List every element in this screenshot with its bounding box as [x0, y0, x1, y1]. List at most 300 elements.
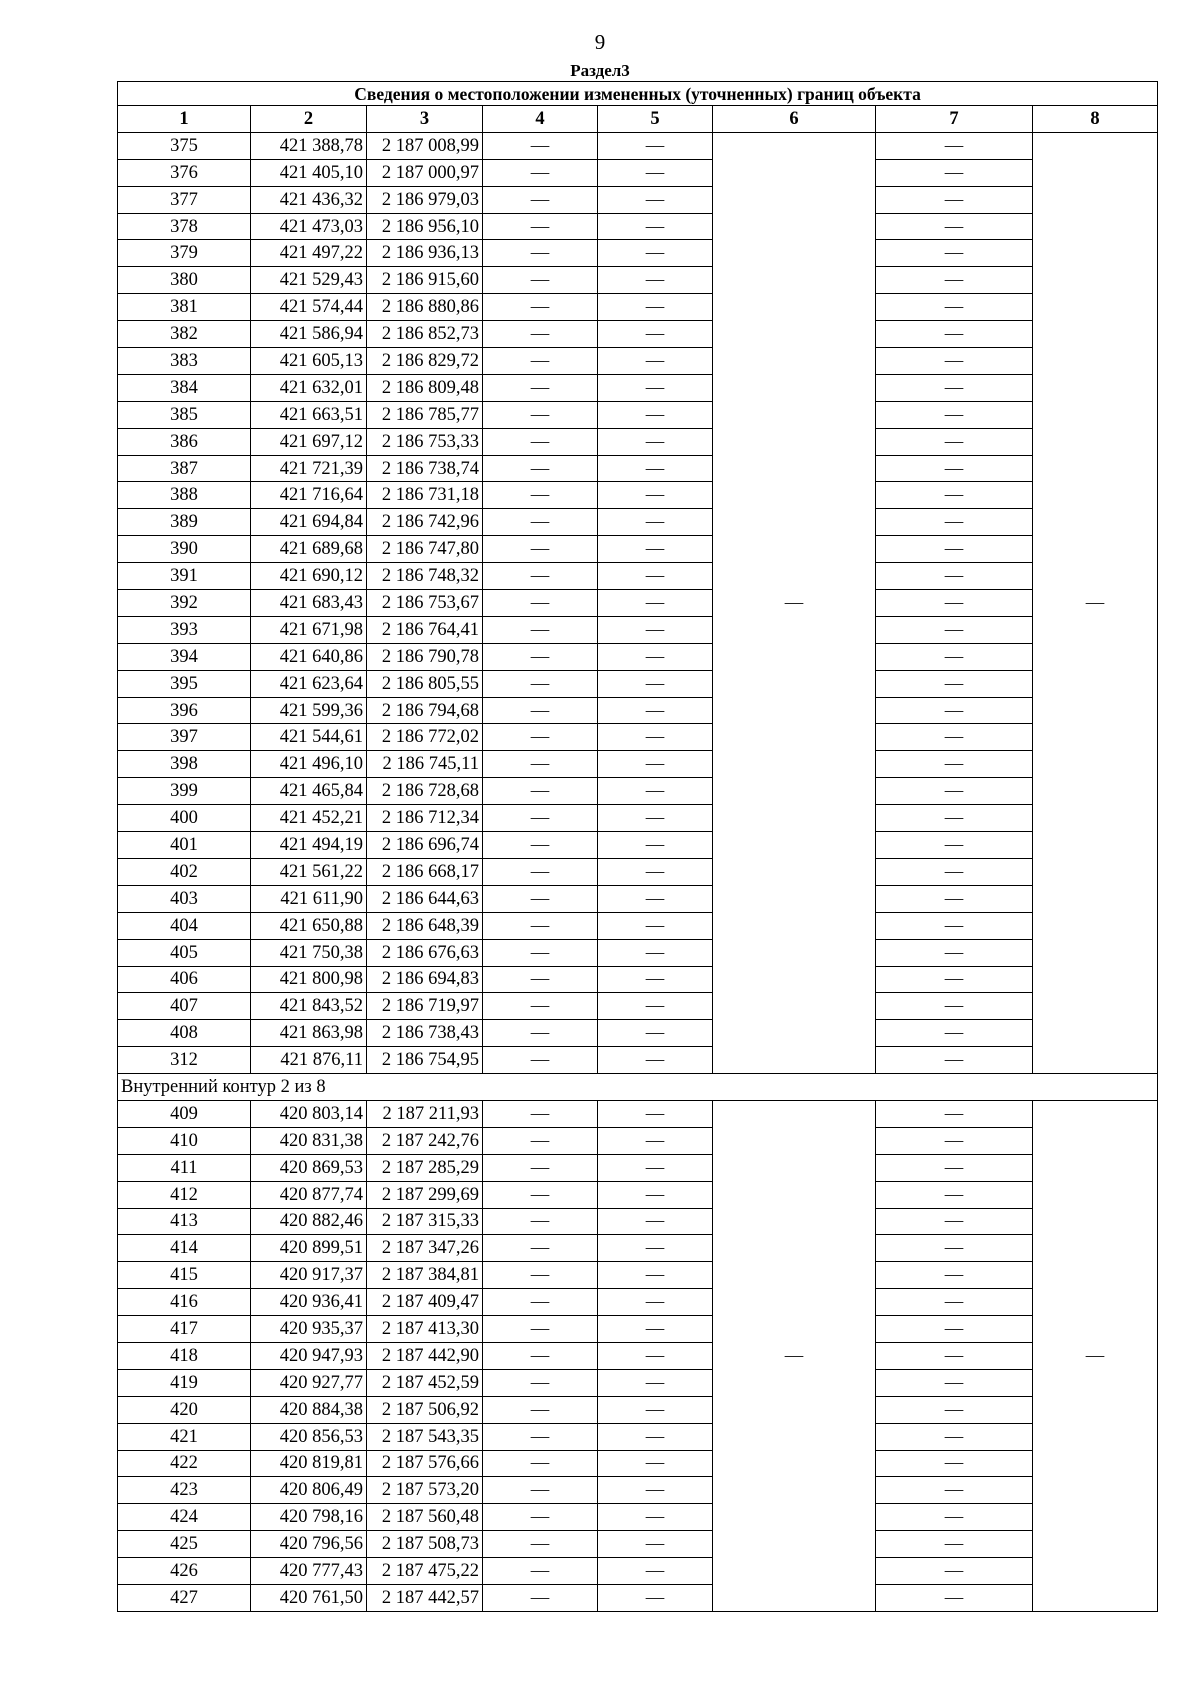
- col4-value: —: [483, 885, 598, 912]
- col5-value: —: [598, 1477, 713, 1504]
- col7-value: —: [876, 1450, 1033, 1477]
- table-row: [118, 1504, 1158, 1531]
- table-row: [118, 563, 1158, 590]
- col7-value: —: [876, 1127, 1033, 1154]
- coordinate-y: 2 186 829,72: [367, 348, 483, 375]
- col4-value: —: [483, 751, 598, 778]
- table-row: [118, 536, 1158, 563]
- coordinate-y: 2 186 772,02: [367, 724, 483, 751]
- coordinate-x: 421 663,51: [251, 401, 367, 428]
- coordinate-y: 2 186 785,77: [367, 401, 483, 428]
- col7-value: —: [876, 993, 1033, 1020]
- coordinate-x: 421 436,32: [251, 186, 367, 213]
- col4-value: —: [483, 939, 598, 966]
- coordinate-x: 420 831,38: [251, 1127, 367, 1154]
- coordinate-x: 420 803,14: [251, 1100, 367, 1127]
- point-number: 405: [118, 939, 251, 966]
- col7-value: —: [876, 132, 1033, 159]
- coordinate-x: 421 750,38: [251, 939, 367, 966]
- table-row: [118, 455, 1158, 482]
- coordinate-y: 2 186 794,68: [367, 697, 483, 724]
- col7-value: —: [876, 1047, 1033, 1074]
- section-label: Раздел3: [570, 61, 630, 80]
- col5-value: —: [598, 616, 713, 643]
- coordinate-x: 421 721,39: [251, 455, 367, 482]
- col4-value: —: [483, 805, 598, 832]
- point-number: 383: [118, 348, 251, 375]
- table-row: [118, 993, 1158, 1020]
- table-row: [118, 1020, 1158, 1047]
- coordinate-x: 420 806,49: [251, 1477, 367, 1504]
- coordinate-y: 2 187 543,35: [367, 1423, 483, 1450]
- coordinate-y: 2 186 956,10: [367, 213, 483, 240]
- boundary-coordinates-table: [117, 81, 1158, 1612]
- coordinate-x: 421 561,22: [251, 858, 367, 885]
- col5-value: —: [598, 858, 713, 885]
- col7-value: —: [876, 240, 1033, 267]
- coordinate-x: 421 683,43: [251, 590, 367, 617]
- table-row: [118, 832, 1158, 859]
- col4-value: —: [483, 563, 598, 590]
- col5-value: —: [598, 643, 713, 670]
- col4-value: —: [483, 482, 598, 509]
- col6-merged-value: —: [713, 132, 876, 1073]
- col4-value: —: [483, 858, 598, 885]
- col4-value: —: [483, 213, 598, 240]
- table-row: [118, 294, 1158, 321]
- col5-value: —: [598, 536, 713, 563]
- coordinate-x: 421 716,64: [251, 482, 367, 509]
- col7-value: —: [876, 186, 1033, 213]
- col5-value: —: [598, 563, 713, 590]
- col7-value: —: [876, 885, 1033, 912]
- col7-value: —: [876, 267, 1033, 294]
- contour-heading: Внутренний контур 2 из 8: [118, 1074, 1158, 1101]
- coordinate-x: 420 882,46: [251, 1208, 367, 1235]
- coordinate-x: 421 690,12: [251, 563, 367, 590]
- table-row: [118, 616, 1158, 643]
- coordinate-y: 2 186 915,60: [367, 267, 483, 294]
- table-row: [118, 643, 1158, 670]
- col4-value: —: [483, 1262, 598, 1289]
- col5-value: —: [598, 401, 713, 428]
- point-number: 375: [118, 132, 251, 159]
- point-number: 423: [118, 1477, 251, 1504]
- table-row: [118, 805, 1158, 832]
- col7-value: —: [876, 1477, 1033, 1504]
- coordinate-y: 2 187 347,26: [367, 1235, 483, 1262]
- col4-value: —: [483, 509, 598, 536]
- col7-value: —: [876, 321, 1033, 348]
- point-number: 411: [118, 1154, 251, 1181]
- col7-value: —: [876, 213, 1033, 240]
- point-number: 389: [118, 509, 251, 536]
- coordinate-y: 2 187 000,97: [367, 159, 483, 186]
- coordinate-x: 421 388,78: [251, 132, 367, 159]
- point-number: 400: [118, 805, 251, 832]
- col4-value: —: [483, 643, 598, 670]
- col5-value: —: [598, 1154, 713, 1181]
- col5-value: —: [598, 751, 713, 778]
- col5-value: —: [598, 482, 713, 509]
- col5-value: —: [598, 993, 713, 1020]
- column-header-6: 6: [713, 106, 876, 133]
- coordinate-y: 2 186 648,39: [367, 912, 483, 939]
- col4-value: —: [483, 697, 598, 724]
- col7-value: —: [876, 536, 1033, 563]
- col7-value: —: [876, 482, 1033, 509]
- col4-value: —: [483, 832, 598, 859]
- point-number: 376: [118, 159, 251, 186]
- point-number: 399: [118, 778, 251, 805]
- col5-value: —: [598, 186, 713, 213]
- col7-value: —: [876, 1181, 1033, 1208]
- col5-value: —: [598, 1531, 713, 1558]
- col5-value: —: [598, 1262, 713, 1289]
- coordinate-x: 421 671,98: [251, 616, 367, 643]
- point-number: 426: [118, 1558, 251, 1585]
- coordinate-y: 2 186 731,18: [367, 482, 483, 509]
- coordinate-x: 420 796,56: [251, 1531, 367, 1558]
- col4-value: —: [483, 159, 598, 186]
- coordinate-y: 2 186 696,74: [367, 832, 483, 859]
- point-number: 409: [118, 1100, 251, 1127]
- coordinate-x: 421 473,03: [251, 213, 367, 240]
- col7-value: —: [876, 1423, 1033, 1450]
- col4-value: —: [483, 966, 598, 993]
- col5-value: —: [598, 1316, 713, 1343]
- point-number: 380: [118, 267, 251, 294]
- coordinate-x: 421 586,94: [251, 321, 367, 348]
- point-number: 424: [118, 1504, 251, 1531]
- table-row: [118, 858, 1158, 885]
- point-number: 312: [118, 1047, 251, 1074]
- coordinate-y: 2 186 809,48: [367, 374, 483, 401]
- col5-value: —: [598, 670, 713, 697]
- coordinate-y: 2 187 299,69: [367, 1181, 483, 1208]
- coordinate-x: 421 496,10: [251, 751, 367, 778]
- table-row: [118, 1316, 1158, 1343]
- coordinate-y: 2 186 753,33: [367, 428, 483, 455]
- col4-value: —: [483, 1450, 598, 1477]
- point-number: 390: [118, 536, 251, 563]
- col5-value: —: [598, 1208, 713, 1235]
- col5-value: —: [598, 724, 713, 751]
- col7-value: —: [876, 616, 1033, 643]
- table-row: [118, 885, 1158, 912]
- point-number: 414: [118, 1235, 251, 1262]
- table-row: [118, 1369, 1158, 1396]
- point-number: 377: [118, 186, 251, 213]
- point-number: 415: [118, 1262, 251, 1289]
- coordinate-x: 420 819,81: [251, 1450, 367, 1477]
- coordinate-x: 421 640,86: [251, 643, 367, 670]
- coordinate-y: 2 186 747,80: [367, 536, 483, 563]
- point-number: 416: [118, 1289, 251, 1316]
- table-row: [118, 1047, 1158, 1074]
- col5-value: —: [598, 509, 713, 536]
- coordinate-y: 2 186 719,97: [367, 993, 483, 1020]
- col7-value: —: [876, 294, 1033, 321]
- coordinate-x: 421 529,43: [251, 267, 367, 294]
- point-number: 419: [118, 1369, 251, 1396]
- col4-value: —: [483, 132, 598, 159]
- coordinate-y: 2 187 315,33: [367, 1208, 483, 1235]
- col4-value: —: [483, 1504, 598, 1531]
- col4-value: —: [483, 1047, 598, 1074]
- coordinate-x: 421 623,64: [251, 670, 367, 697]
- col7-value: —: [876, 1531, 1033, 1558]
- coordinate-y: 2 187 573,20: [367, 1477, 483, 1504]
- coordinate-x: 420 899,51: [251, 1235, 367, 1262]
- table-row: [118, 1584, 1158, 1611]
- coordinate-y: 2 187 452,59: [367, 1369, 483, 1396]
- coordinate-y: 2 186 694,83: [367, 966, 483, 993]
- col5-value: —: [598, 912, 713, 939]
- coordinate-y: 2 187 285,29: [367, 1154, 483, 1181]
- table-row: [118, 1208, 1158, 1235]
- table-row: [118, 751, 1158, 778]
- coordinate-y: 2 187 242,76: [367, 1127, 483, 1154]
- col4-value: —: [483, 1396, 598, 1423]
- coordinate-x: 420 869,53: [251, 1154, 367, 1181]
- point-number: 417: [118, 1316, 251, 1343]
- col4-value: —: [483, 993, 598, 1020]
- col4-value: —: [483, 321, 598, 348]
- col7-value: —: [876, 1208, 1033, 1235]
- coordinate-x: 421 697,12: [251, 428, 367, 455]
- col8-merged-value: —: [1033, 132, 1158, 1073]
- point-number: 404: [118, 912, 251, 939]
- col5-value: —: [598, 778, 713, 805]
- col7-value: —: [876, 1584, 1033, 1611]
- coordinate-y: 2 186 805,55: [367, 670, 483, 697]
- coordinate-y: 2 186 742,96: [367, 509, 483, 536]
- col7-value: —: [876, 374, 1033, 401]
- col4-value: —: [483, 186, 598, 213]
- coordinate-x: 421 605,13: [251, 348, 367, 375]
- col7-value: —: [876, 670, 1033, 697]
- col5-value: —: [598, 1100, 713, 1127]
- col5-value: —: [598, 1423, 713, 1450]
- col7-value: —: [876, 428, 1033, 455]
- coordinate-y: 2 186 738,74: [367, 455, 483, 482]
- col7-value: —: [876, 1289, 1033, 1316]
- coordinate-x: 421 452,21: [251, 805, 367, 832]
- col4-value: —: [483, 1477, 598, 1504]
- table-row: [118, 590, 1158, 617]
- col4-value: —: [483, 1020, 598, 1047]
- col7-value: —: [876, 401, 1033, 428]
- table-row: [118, 132, 1158, 159]
- col7-value: —: [876, 1369, 1033, 1396]
- point-number: 382: [118, 321, 251, 348]
- col4-value: —: [483, 1289, 598, 1316]
- col5-value: —: [598, 832, 713, 859]
- col5-value: —: [598, 1584, 713, 1611]
- coordinate-x: 420 936,41: [251, 1289, 367, 1316]
- point-number: 384: [118, 374, 251, 401]
- point-number: 387: [118, 455, 251, 482]
- table-row: [118, 159, 1158, 186]
- col4-value: —: [483, 1181, 598, 1208]
- col4-value: —: [483, 590, 598, 617]
- coordinate-y: 2 186 728,68: [367, 778, 483, 805]
- point-number: 421: [118, 1423, 251, 1450]
- col4-value: —: [483, 1531, 598, 1558]
- coordinate-x: 421 405,10: [251, 159, 367, 186]
- col4-value: —: [483, 912, 598, 939]
- coordinate-y: 2 186 979,03: [367, 186, 483, 213]
- coordinate-x: 421 689,68: [251, 536, 367, 563]
- col8-merged-value: —: [1033, 1100, 1158, 1611]
- coordinate-x: 421 497,22: [251, 240, 367, 267]
- col5-value: —: [598, 1235, 713, 1262]
- col7-value: —: [876, 348, 1033, 375]
- col5-value: —: [598, 348, 713, 375]
- point-number: 410: [118, 1127, 251, 1154]
- coordinate-y: 2 186 738,43: [367, 1020, 483, 1047]
- coordinate-x: 420 884,38: [251, 1396, 367, 1423]
- col7-value: —: [876, 509, 1033, 536]
- point-number: 396: [118, 697, 251, 724]
- point-number: 402: [118, 858, 251, 885]
- table-row: [118, 939, 1158, 966]
- point-number: 392: [118, 590, 251, 617]
- col5-value: —: [598, 321, 713, 348]
- coordinate-x: 421 694,84: [251, 509, 367, 536]
- col4-value: —: [483, 1369, 598, 1396]
- coordinate-y: 2 187 211,93: [367, 1100, 483, 1127]
- coordinate-x: 421 800,98: [251, 966, 367, 993]
- point-number: 394: [118, 643, 251, 670]
- point-number: 406: [118, 966, 251, 993]
- table-row: [118, 1262, 1158, 1289]
- col7-value: —: [876, 563, 1033, 590]
- col4-value: —: [483, 240, 598, 267]
- col4-value: —: [483, 1208, 598, 1235]
- col4-value: —: [483, 724, 598, 751]
- coordinate-y: 2 187 384,81: [367, 1262, 483, 1289]
- point-number: 381: [118, 294, 251, 321]
- table-row: [118, 778, 1158, 805]
- col4-value: —: [483, 1342, 598, 1369]
- col4-value: —: [483, 536, 598, 563]
- col5-value: —: [598, 939, 713, 966]
- column-header-2: 2: [251, 106, 367, 133]
- coordinate-x: 420 798,16: [251, 1504, 367, 1531]
- col5-value: —: [598, 590, 713, 617]
- col7-value: —: [876, 1558, 1033, 1585]
- col7-value: —: [876, 643, 1033, 670]
- point-number: 395: [118, 670, 251, 697]
- col4-value: —: [483, 616, 598, 643]
- coordinate-x: 420 917,37: [251, 1262, 367, 1289]
- col4-value: —: [483, 401, 598, 428]
- point-number: 379: [118, 240, 251, 267]
- table-row: [118, 1342, 1158, 1369]
- table-title: Сведения о местоположении измененных (уточненных) границ объекта: [118, 82, 1158, 106]
- table-row: [118, 1423, 1158, 1450]
- col5-value: —: [598, 267, 713, 294]
- col4-value: —: [483, 294, 598, 321]
- column-header-3: 3: [367, 106, 483, 133]
- coordinate-y: 2 186 790,78: [367, 643, 483, 670]
- point-number: 425: [118, 1531, 251, 1558]
- point-number: 388: [118, 482, 251, 509]
- table-row: [118, 1558, 1158, 1585]
- col4-value: —: [483, 1100, 598, 1127]
- col5-value: —: [598, 374, 713, 401]
- col7-value: —: [876, 832, 1033, 859]
- table-row: [118, 724, 1158, 751]
- col4-value: —: [483, 1127, 598, 1154]
- point-number: 393: [118, 616, 251, 643]
- col5-value: —: [598, 159, 713, 186]
- coordinate-x: 421 574,44: [251, 294, 367, 321]
- coordinate-x: 420 927,77: [251, 1369, 367, 1396]
- coordinate-x: 421 843,52: [251, 993, 367, 1020]
- col5-value: —: [598, 1450, 713, 1477]
- table-row: [118, 1127, 1158, 1154]
- col7-value: —: [876, 858, 1033, 885]
- coordinate-x: 421 611,90: [251, 885, 367, 912]
- coordinate-y: 2 186 745,11: [367, 751, 483, 778]
- col7-value: —: [876, 1396, 1033, 1423]
- coordinate-y: 2 187 506,92: [367, 1396, 483, 1423]
- point-number: 398: [118, 751, 251, 778]
- coordinate-y: 2 187 409,47: [367, 1289, 483, 1316]
- column-header-4: 4: [483, 106, 598, 133]
- coordinate-x: 421 650,88: [251, 912, 367, 939]
- coordinate-x: 421 599,36: [251, 697, 367, 724]
- coordinate-y: 2 186 764,41: [367, 616, 483, 643]
- col4-value: —: [483, 670, 598, 697]
- col4-value: —: [483, 267, 598, 294]
- column-header-5: 5: [598, 106, 713, 133]
- point-number: 427: [118, 1584, 251, 1611]
- table-row: [118, 374, 1158, 401]
- point-number: 403: [118, 885, 251, 912]
- point-number: 391: [118, 563, 251, 590]
- table-row: [118, 1396, 1158, 1423]
- table-row: [118, 1531, 1158, 1558]
- coordinate-x: 420 877,74: [251, 1181, 367, 1208]
- coordinate-x: 421 876,11: [251, 1047, 367, 1074]
- col5-value: —: [598, 885, 713, 912]
- table-row: [118, 509, 1158, 536]
- point-number: 385: [118, 401, 251, 428]
- col7-value: —: [876, 1504, 1033, 1531]
- col5-value: —: [598, 428, 713, 455]
- coordinate-x: 420 856,53: [251, 1423, 367, 1450]
- point-number: 407: [118, 993, 251, 1020]
- table-row: [118, 1289, 1158, 1316]
- col7-value: —: [876, 751, 1033, 778]
- col5-value: —: [598, 1181, 713, 1208]
- col4-value: —: [483, 1558, 598, 1585]
- coordinate-y: 2 187 413,30: [367, 1316, 483, 1343]
- col5-value: —: [598, 1342, 713, 1369]
- column-header-8: 8: [1033, 106, 1158, 133]
- col5-value: —: [598, 1369, 713, 1396]
- coordinate-x: 420 947,93: [251, 1342, 367, 1369]
- col7-value: —: [876, 590, 1033, 617]
- col5-value: —: [598, 1558, 713, 1585]
- point-number: 413: [118, 1208, 251, 1235]
- table-row: [118, 1477, 1158, 1504]
- coordinate-y: 2 186 936,13: [367, 240, 483, 267]
